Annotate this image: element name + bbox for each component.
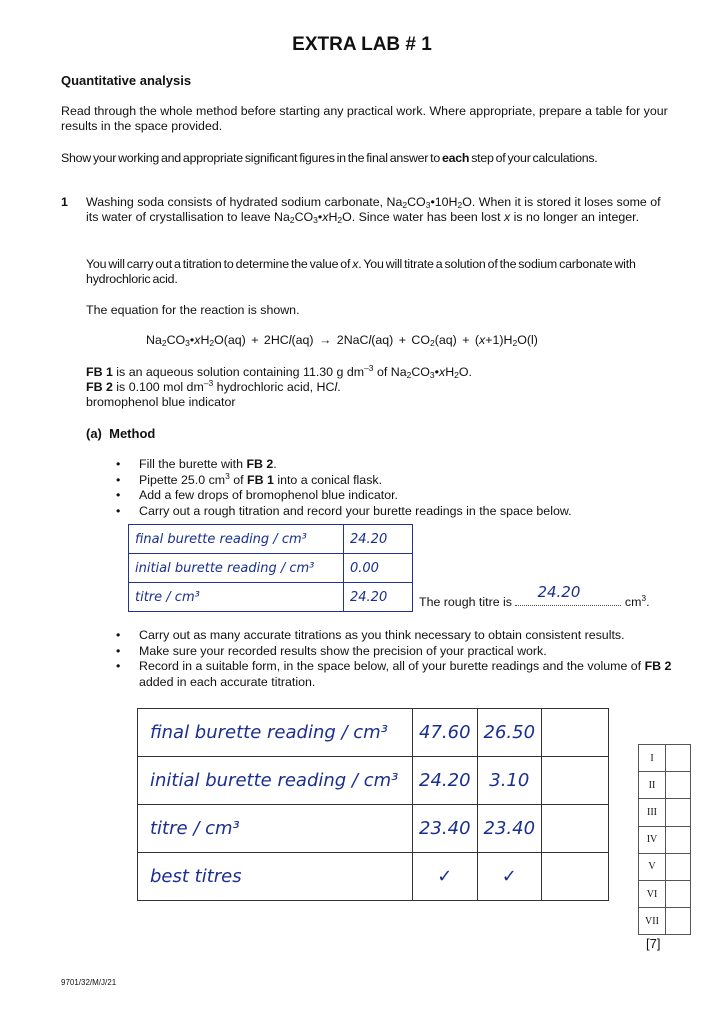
mark-box xyxy=(666,826,691,853)
rough-titration-table xyxy=(128,524,413,612)
marks-total: [7] xyxy=(646,936,661,951)
reagent-fb1: FB 1 is an aqueous solution containing 11.30 g $dm^{-3}$ of $Na_2CO_3•xH_2O$. xyxy=(86,363,472,380)
reagent-list xyxy=(86,365,472,410)
reagent-indicator: bromophenol blue indicator xyxy=(86,395,236,409)
row-label: final burette reading / cm³ xyxy=(129,525,344,554)
accurate-titration-table xyxy=(137,708,609,901)
row-label: final burette reading / cm³ xyxy=(138,709,413,757)
row-value[interactable]: 24.20 xyxy=(344,525,413,554)
titration-1-value[interactable]: 23.40 xyxy=(413,805,478,853)
table-row xyxy=(138,853,609,901)
mark-box xyxy=(666,745,691,772)
checkmark-icon[interactable]: ✓ xyxy=(477,853,542,901)
table-row xyxy=(138,709,609,757)
question-number: 1 xyxy=(61,195,68,209)
mark-box xyxy=(666,908,691,935)
reagent-fb2: FB 2 is 0.100 mol $dm^{-3}$ hydrochloric acid, HCl. xyxy=(86,378,341,394)
titration-2-value[interactable]: 3.10 xyxy=(477,757,542,805)
mark-row xyxy=(639,853,691,880)
table-row xyxy=(129,554,413,583)
method-step: • Make sure your recorded results show the precision of your practical work. xyxy=(116,644,676,660)
task-paragraph: You will carry out a titration to determine the value of x. You will titrate a solution of the sodium carbonate with hydrochloric acid. xyxy=(86,257,636,286)
titration-3-value[interactable] xyxy=(542,709,609,757)
section-heading: Quantitative analysis xyxy=(61,73,192,88)
instruction-paragraph-2: Show your working and appropriate significant figures in the final answer to each step of your calculations. xyxy=(61,151,598,165)
accurate-steps-list xyxy=(116,628,676,690)
row-label: best titres xyxy=(138,853,413,901)
mark-label: VII xyxy=(639,908,666,935)
rough-titre-value: 24.20 xyxy=(537,583,581,601)
table-row xyxy=(138,757,609,805)
table-row xyxy=(129,525,413,554)
mark-row xyxy=(639,826,691,853)
page-title: EXTRA LAB # 1 xyxy=(292,34,432,55)
row-label: titre / cm³ xyxy=(129,583,344,612)
rough-titre-answer: The rough titre is 24.20 $cm^3$. xyxy=(419,583,650,609)
mark-box xyxy=(666,799,691,826)
mark-label: V xyxy=(639,853,666,880)
method-steps-list xyxy=(116,457,676,519)
titration-2-value[interactable]: 26.50 xyxy=(477,709,542,757)
row-value[interactable]: 24.20 xyxy=(344,583,413,612)
method-step: • Record in a suitable form, in the space below, all of your burette readings and the volume of FB 2 added in each accurate titration. xyxy=(116,659,676,690)
method-step: • Carry out as many accurate titrations as you think necessary to obtain consistent results. xyxy=(116,628,676,644)
titration-1-value[interactable]: 47.60 xyxy=(413,709,478,757)
mark-row xyxy=(639,880,691,907)
mark-row xyxy=(639,772,691,799)
reaction-equation: $Na_2CO_3•xH_2O(aq) + 2HCl(aq)$ → 2NaCl(aq) + $CO_2(aq) + (x+1)H_2O(l)$ xyxy=(146,333,538,348)
mark-label: III xyxy=(639,799,666,826)
mark-label: II xyxy=(639,772,666,799)
answer-line[interactable] xyxy=(515,583,621,606)
checkmark-icon[interactable]: ✓ xyxy=(413,853,478,901)
mark-label: VI xyxy=(639,880,666,907)
mark-row xyxy=(639,908,691,935)
question-intro: Washing soda consists of hydrated sodium carbonate, $Na_2CO_3•10H_2O$. When it is stored it loses some of its water of crystallisation to leave $Na_2CO_3•xH_2O$. Since water has been lost x is no longer an integer. xyxy=(86,195,661,225)
row-label: initial burette reading / cm³ xyxy=(138,757,413,805)
titration-3-value[interactable] xyxy=(542,853,609,901)
method-step: • Pipette 25.0 $cm^3$ of FB 1 into a conical flask. xyxy=(116,473,676,489)
row-value[interactable]: 0.00 xyxy=(344,554,413,583)
part-a-heading: (a) Method xyxy=(86,426,156,441)
mark-box xyxy=(666,880,691,907)
titration-2-value[interactable]: 23.40 xyxy=(477,805,542,853)
method-step: • Add a few drops of bromophenol blue indicator. xyxy=(116,488,676,504)
mark-row xyxy=(639,799,691,826)
titration-3-value[interactable] xyxy=(542,805,609,853)
instruction-paragraph-1: Read through the whole method before starting any practical work. Where appropriate, prepare a table for your results in the space provided. xyxy=(61,104,668,133)
mark-box xyxy=(666,853,691,880)
table-row xyxy=(129,583,413,612)
titration-1-value[interactable]: 24.20 xyxy=(413,757,478,805)
row-label: titre / cm³ xyxy=(138,805,413,853)
titration-3-value[interactable] xyxy=(542,757,609,805)
mark-row xyxy=(639,745,691,772)
row-label: initial burette reading / cm³ xyxy=(129,554,344,583)
mark-box xyxy=(666,772,691,799)
footer-code: 9701/32/M/J/21 xyxy=(61,978,117,987)
mark-label: IV xyxy=(639,826,666,853)
equation-intro: The equation for the reaction is shown. xyxy=(86,303,300,317)
method-step: • Carry out a rough titration and record your burette readings in the space below. xyxy=(116,504,676,520)
mark-label: I xyxy=(639,745,666,772)
table-row xyxy=(138,805,609,853)
method-step: • Fill the burette with FB 2. xyxy=(116,457,676,473)
mark-grid xyxy=(638,744,691,935)
